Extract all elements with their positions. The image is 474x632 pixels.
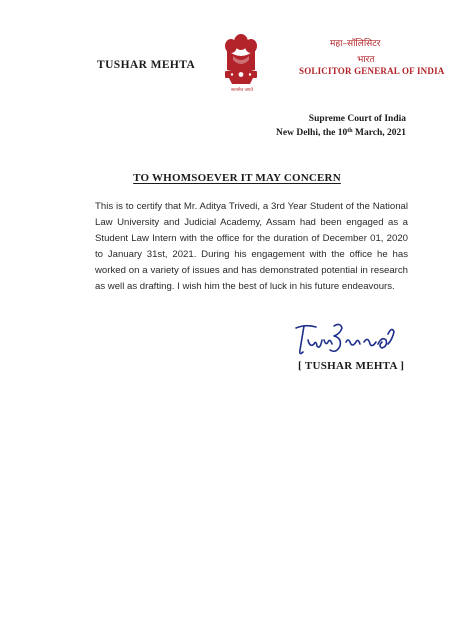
letter-body: This is to certify that Mr. Aditya Trivedi, a 3rd Year Student of the National Law University and Judicial Academy, Assam had been engaged as a Student Law Intern with the office for the duration of December 01, 2020 to January 31st, 2021. During his engagement with the office he has worked on a variety of issues and has demonstrated potential in research as well as drafting. I wish him the best of luck in his future endeavours. [95,201,408,292]
emblem-motto: सत्यमेव जयते [230,88,254,93]
signatory-name: [ TUSHAR MEHTA ] [298,360,405,372]
address-line-date [276,125,406,139]
letter-heading [0,172,474,184]
date-ordinal: th [347,128,353,134]
office-title: SOLICITOR GENERAL OF INDIA [299,66,445,76]
office-title-hindi-line2: भारत [357,55,375,65]
date-prefix: New Delhi, the 10 [276,128,348,138]
address-line-court: Supreme Court of India [308,114,406,124]
sender-name: TUSHAR MEHTA [97,59,196,71]
office-title-hindi-line1: महा–सॉलिसिटर [330,39,381,49]
date-suffix: March, 2021 [352,128,406,138]
address-block [276,113,406,139]
letter-heading-text: TO WHOMSOEVER IT MAY CONCERN [133,172,341,184]
